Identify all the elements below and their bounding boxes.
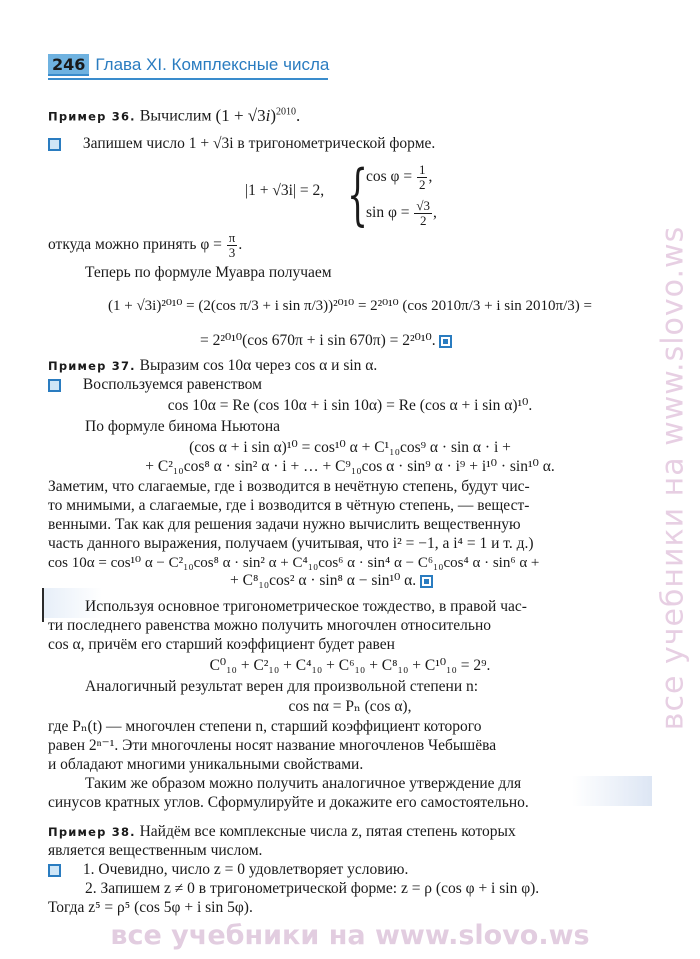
chapter-title: Глава XI. Комплексные числа [95, 55, 330, 74]
example-38-step-2: 2. Запишем z ≠ 0 в тригонометрической форме: z = ρ (cos φ + i sin φ). [85, 880, 540, 897]
solution-start-icon [48, 864, 61, 877]
binomial-formula-2: + C²₁₀cos⁸ α · sin² α · i + … + C⁹₁₀cos α · sin⁹ α · i⁹ + i¹⁰ · sin¹⁰ α. [145, 458, 555, 475]
example-36-label: Пример 36. [48, 109, 136, 124]
example-37-label: Пример 37. [48, 359, 136, 373]
paragraph-line-3: венными. Так как для решения задачи нужно вычислить вещественную [48, 516, 521, 533]
example-37-line-1: Воспользуемся равенством [48, 376, 262, 394]
example-37-line-2: По формуле бинома Ньютона [85, 418, 281, 435]
re-formula: cos 10α = Re (cos 10α + i sin 10α) = Re (cos α + i sin α)¹⁰. [167, 397, 533, 414]
note-marker [42, 588, 44, 622]
note-line-2: ти последнего равенства можно получить многочлен относительно [48, 617, 491, 634]
example-38-step-3: Тогда z⁵ = ρ⁵ (cos 5φ + i sin 5φ). [48, 899, 253, 916]
example-36-line-3: Теперь по формуле Муавра получаем [85, 264, 332, 281]
example-36-expression: $(1 + √3i)^{2010}$. [215, 105, 301, 125]
cos10-formula-2: + C⁸₁₀cos² α · sin⁸ α − sin¹⁰ α. [230, 572, 433, 590]
example-38-label: Пример 38. [48, 825, 136, 839]
solution-end-icon [420, 575, 433, 588]
example-36-line-2: откуда можно принять φ = $\frac{\pi}{3}$ . [48, 229, 243, 260]
example-38-heading [48, 823, 516, 841]
paragraph-line-1: Заметим, что слагаемые, где i возводится в нечётную степень, будут чис- [48, 478, 530, 495]
cos10-formula-1: cos 10α = cos¹⁰ α − C²₁₀cos⁸ α · sin² α + C⁴₁₀cos⁶ α · sin⁴ α − C⁶₁₀cos⁴ α · sin⁶ α + [48, 555, 540, 571]
chebyshev-formula: cos nα = Pₙ (cos α), [288, 698, 412, 715]
solution-end-icon [439, 335, 452, 348]
note-line-8: Таким же образом можно получить аналогичное утверждение для [85, 775, 522, 792]
page-number: 246 [48, 54, 89, 76]
example-37-heading [48, 357, 377, 375]
modulus-formula: |1 + √3i| = 2, [245, 182, 325, 199]
binomial-formula-1: (cos α + i sin α)¹⁰ = cos¹⁰ α + C¹₁₀cos⁹ α · sin α · i + [189, 439, 511, 456]
example-36-heading [48, 103, 300, 126]
footer-watermark: все учебники на www.slovo.ws [110, 920, 590, 951]
sin-phi-equation: sin φ = $\frac{√3}{2}$ , [366, 197, 437, 228]
binomial-sum-formula: C⁰₁₀ + C²₁₀ + C⁴₁₀ + C⁶₁₀ + C⁸₁₀ + C¹⁰₁₀ = 2⁹. [209, 657, 491, 674]
moivre-formula-1: (1 + √3i)²⁰¹⁰ = (2(cos π/3 + i sin π/3))²⁰¹⁰ = 2²⁰¹⁰ (cos 2010π/3 + i sin 2010π/3) = [108, 298, 592, 314]
moivre-formula-2: = 2²⁰¹⁰(cos 670π + i sin 670π) = 2²⁰¹⁰. [200, 332, 452, 350]
header-rule [48, 78, 328, 80]
note-line-9: синусов кратных углов. Сформулируйте и докажите его самостоятельно. [48, 794, 529, 811]
note-line-1: Используя основное тригонометрическое тождество, в правой час- [85, 598, 527, 615]
note-line-5: где Pₙ(t) — многочлен степени n, старший коэффициент которого [48, 718, 482, 735]
example-36-task: Вычислим [139, 107, 212, 125]
paragraph-line-4: часть данного выражения, получаем (учитывая, что i² = −1, а i⁴ = 1 и т. д.) [48, 535, 534, 552]
solution-start-icon [48, 138, 61, 151]
cos-phi-equation: cos φ = $\frac{1}{2}$ , [366, 161, 433, 192]
paragraph-line-2: то мнимыми, а слагаемые, где i возводится в чётную степень, — вещест- [48, 497, 530, 514]
example-38-task: Найдём все комплексные числа z, пятая степень которых [139, 823, 516, 840]
side-watermark: все учебники на www.slovo.ws [655, 225, 691, 731]
note-line-7: и обладают многими уникальными свойствами. [48, 756, 364, 773]
solution-start-icon [48, 379, 61, 392]
page-header [48, 54, 329, 76]
system-brace: { [347, 156, 368, 233]
example-37-task: Выразим cos 10α через cos α и sin α. [139, 357, 378, 374]
example-36-line-1: Запишем число 1 + √3i в тригонометрической форме. [48, 135, 435, 153]
note-line-4: Аналогичный результат верен для произвольной степени n: [85, 678, 479, 695]
note-line-6: равен 2ⁿ⁻¹. Эти многочлены носят название многочленов Чебышёва [48, 737, 497, 754]
example-38-step-1: 1. Очевидно, число z = 0 удовлетворяет условию. [48, 861, 408, 879]
note-line-3: cos α, причём его старший коэффициент будет равен [48, 636, 395, 653]
example-38-task-line-2: является вещественным числом. [48, 842, 263, 859]
